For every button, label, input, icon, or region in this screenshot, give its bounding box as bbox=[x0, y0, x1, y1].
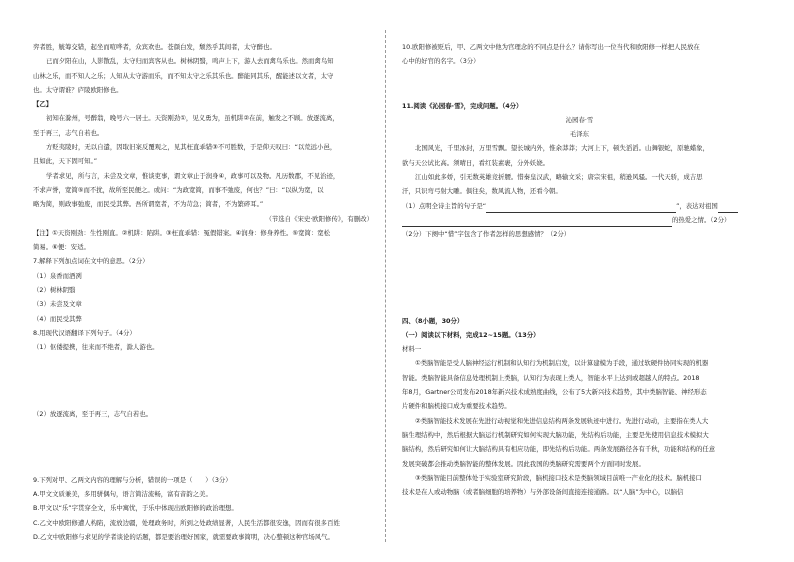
left-column bbox=[33, 40, 373, 544]
question-7-item: （1）泉香而酒冽 bbox=[33, 271, 82, 280]
question-8-item: （2）放逐流离，至于再三，志气自若也。 bbox=[33, 409, 153, 418]
poem-line: 汗，只识弯弓射大雕。俱往矣，数风流人物，还看今朝。 bbox=[402, 187, 562, 196]
material-label: 材料一 bbox=[402, 345, 422, 354]
q11-1-prefix: （1）点明全诗主旨的句子是“ bbox=[402, 201, 487, 210]
material-line: 脑生理结构中，然后根据大脑运行机制研究如何实现大脑功能，先结构后功能，主要是先使用信息技术模拟大 bbox=[402, 430, 709, 439]
blank-line[interactable] bbox=[486, 203, 676, 213]
question-11-1-cont bbox=[402, 213, 757, 227]
right-column bbox=[402, 40, 757, 499]
question-10: 10.欧阳修被贬后，甲、乙两文中他为官理念的不同点是什么？请你写出一位当代和欧阳修一样把人民放在 bbox=[402, 43, 700, 51]
passage-line: 不求声誉，宽简⑤而不扰，故所至民便之。或问：“为政宽简，而事不弛废，何也？”曰：“以纵为宽，以 bbox=[33, 185, 324, 194]
answer-space[interactable] bbox=[33, 355, 373, 407]
question-8-item: （1）伛偻提携，往来而不绝者，滁人游也。 bbox=[33, 343, 159, 352]
note-line: 简易。⑥便：安适。 bbox=[33, 243, 90, 252]
poem-title: 沁园春·雪 bbox=[565, 115, 594, 124]
note-line: 【注】①天资刚劲：生性刚直。②机阱：陷阱。③枉直乖错：冤假错案。④润身：修身养性。⑤宽简：宽松 bbox=[33, 228, 331, 237]
poem-line: 北国风光，千里冰封，万里雪飘。望长城内外，惟余莽莽；大河上下，顿失滔滔。山舞银蛇，原驰蜡象， bbox=[415, 144, 709, 153]
section-4-subheading: （一）阅读以下材料，完成12~15题。（13分） bbox=[402, 330, 540, 339]
question-9-option-d: D.乙文中欧阳修与求见的学者谈论的话题，都是要治理好国家，就需要政事简明，决心整顿这种官场风气。 bbox=[33, 533, 334, 542]
question-7-item: （3）未尝及文章 bbox=[33, 300, 82, 309]
material-line: ②类脑智能技术发展在先进行动视觉和先进信息结构两条发展轨迹中进行。先进行动动，主要指在类人大 bbox=[415, 416, 709, 425]
material-line: ①类脑智能是受人脑神经运行机制和认知行为机制启发，以计算建模为手段，通过软硬件协同实现的机器 bbox=[415, 359, 709, 368]
passage-text: 且如此，天下固可知。” bbox=[33, 157, 98, 166]
poem-line: 欲与天公试比高。须晴日，看红装素裹，分外妖娆。 bbox=[402, 158, 549, 167]
material-line: 片硬件和脑机接口成为重要技术趋势。 bbox=[402, 402, 511, 411]
passage-line: 略为简，则政事弛废，而民受其弊。吾所谓宽者，不为苛急；简者，不为繁碎耳。” bbox=[33, 200, 264, 209]
material-line: ③类脑智能目前整体处于实验室研究阶段，脑机接口技术是类脑领域目前唯一产业化的技术。脑机接口 bbox=[415, 473, 702, 482]
blank-line[interactable] bbox=[718, 203, 738, 213]
material-line: 脑结构，然后研究如何让大脑结构具有相应功能，即先结构后功能。两条发展路径各有千秋，功能和结构的任意 bbox=[402, 445, 716, 454]
question-7-item: （4）而民受其弊 bbox=[33, 314, 82, 323]
question-7-item: （2）树林阴翳 bbox=[33, 286, 76, 295]
material-line: 技术是在人或动物脑（或者脑细胞的培养物）与外部设备间直接连接通路。以“人脑”为中心，以脑信 bbox=[402, 488, 684, 497]
question-9-option-c: C.乙文中欧阳修遭人构陷，流放边疆，处理政务时，所到之处政绩显著，人民生活都很安逸，因而有很多百姓 bbox=[33, 518, 340, 527]
material-line: 发展突破都会推动类脑智能的整体发展。因此我国的类脑研究需要两个方面同时发展。 bbox=[402, 459, 645, 468]
poem-author: 毛泽东 bbox=[569, 130, 590, 139]
answer-space[interactable] bbox=[33, 421, 373, 473]
source-citation: （节选自《宋史·欧阳修传》，有删改） bbox=[265, 214, 373, 223]
passage-line: 至于再三，志气自若也。 bbox=[33, 128, 104, 137]
passage-line: 学者求见，所与言，未尝及文章，惟谈吏事，谓文章止于润身④，政事可以及物。凡历数郡，不见治迹， bbox=[46, 171, 340, 180]
question-11-2: （2分）下阕中“惜”字包含了作者怎样的思想感情？（2分） bbox=[402, 230, 571, 239]
question-11: 11.阅读《沁园春·雪》，完成问题。（4分） bbox=[402, 101, 523, 110]
answer-space[interactable] bbox=[402, 242, 757, 314]
question-11-1 bbox=[402, 199, 757, 213]
passage-line: 山林之乐，而不知人之乐；人知从太守游而乐，而不知太守之乐其乐也。醉能同其乐，醒能述以文者，太守 bbox=[33, 71, 334, 80]
question-9-option-b: B.甲文以“乐”字贯穿全文，乐中寓忧，于乐中体现出欧阳修的政治理想。 bbox=[33, 504, 238, 513]
passage-line: 已而夕阳在山，人影散乱，太守归而宾客从也。树林阴翳，鸣声上下，游人去而禽鸟乐也。然而禽鸟知 bbox=[46, 57, 334, 66]
column-divider bbox=[385, 30, 386, 542]
question-7: 7.解释下列加点词在文中的意思。（2分） bbox=[33, 257, 149, 266]
question-10-cont: 心中的好官的名字。（3分） bbox=[402, 57, 480, 66]
answer-space[interactable] bbox=[402, 69, 757, 99]
section-heading-yi: 【乙】 bbox=[33, 100, 53, 109]
question-9-option-a: A.甲文文质兼美，多用骈偶句，语言简洁流畅，富有音韵之美。 bbox=[33, 490, 212, 499]
q11-1-suffix: 的热爱之情。（2分） bbox=[672, 215, 731, 224]
passage-line: 弈者胜，觥筹交错，起坐而喧哗者，众宾欢也。苍颜白发，颓然乎其间者，太守醉也。 bbox=[33, 43, 276, 51]
poem-line: 江山如此多娇，引无数英雄竞折腰。惜秦皇汉武，略输文采；唐宗宋祖，稍逊风骚。一代天骄，成吉思 bbox=[415, 173, 703, 182]
passage-line: 方贬夷陵时，无以自遣，因取旧案反覆观之，见其枉直乖错③不可胜数，于是仰天叹曰：“以荒远小邑， bbox=[46, 143, 337, 152]
q11-1-mid: ”，表达对祖国 bbox=[676, 201, 718, 210]
passage-line bbox=[33, 154, 373, 168]
material-line: 年8月，Gartner公司发布2018年新兴技术成熟度曲线，公布了5大新兴技术趋势，其中类脑智能、神经形态 bbox=[402, 388, 707, 397]
section-4-heading: 四、（8小题，30分） bbox=[402, 316, 464, 325]
question-9: 9.下列对甲、乙两文内容的理解与分析，错误的一项是（ ）（3分） bbox=[33, 475, 232, 484]
material-line: 智能。类脑智能具备信息处理机制上类脑，认知行为表现上类人，智能水平上达到或超越人的特点。2018 bbox=[402, 373, 700, 382]
passage-line: 也。太守谓谁？庐陵欧阳修也。 bbox=[33, 85, 123, 94]
question-8: 8.用现代汉语翻译下列句子。（4分） bbox=[33, 328, 136, 337]
passage-line: 初知在滁州，号醉翁，晚号六一居士。天资刚劲①，见义勇为，虽机阱②在前，触发之不顾。放逐流离， bbox=[46, 114, 339, 123]
blank-line[interactable] bbox=[402, 217, 672, 227]
